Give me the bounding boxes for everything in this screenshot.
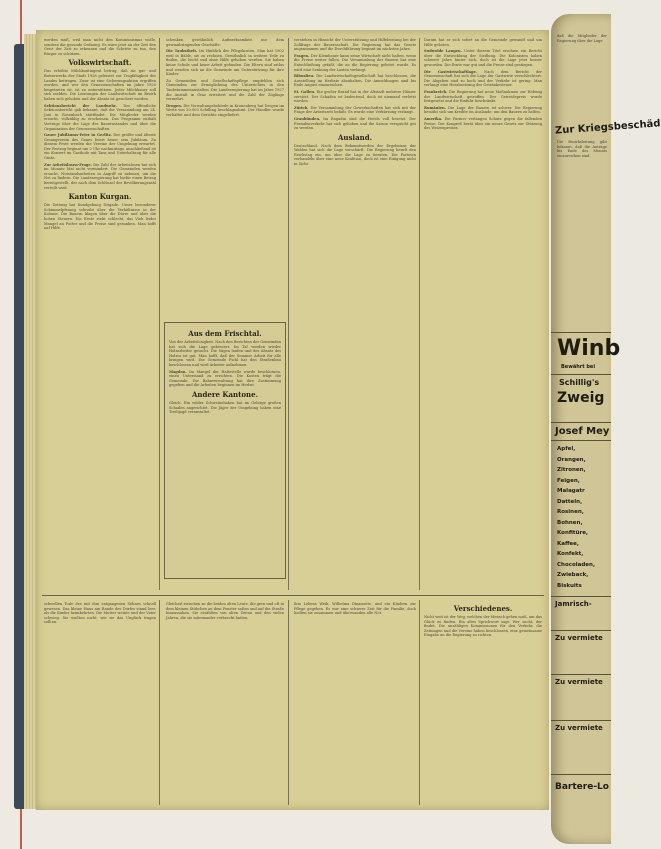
article-subheading: St. Gallen. <box>294 89 316 94</box>
article-text <box>424 90 542 104</box>
article-text: Die Landwirtschaftsgesellschaft hat beschlossen, die Ausstellung im Herbste abzuhalten. Die Anmeldungen sind bis Ende August einzureichen. <box>294 74 416 88</box>
column-rule <box>419 600 420 805</box>
ad-list-item: Rosinen, <box>557 509 584 515</box>
article-subheading: Drogen. <box>166 103 183 108</box>
article-text: verstehen in Hinsicht der Unterstützung und Hilfeleistung bei der Zollfrage der Bauernschaft. Die Regierung hat das Gesetz angenommen und die Durchführung beginnt im nächsten Jahre. <box>294 38 416 52</box>
section-heading: Volkswirtschaft. <box>68 58 132 68</box>
ad-divider <box>551 720 611 721</box>
article-text: Die Bezirksleitung gibt bekannt, daß die Anträge bis Ende des Monats einzureichen sind. <box>557 140 607 158</box>
lower-column-1 <box>44 602 156 802</box>
article-text <box>44 133 156 161</box>
section-heading: Aus dem Frischtal. <box>188 329 262 338</box>
left-newspaper-page <box>36 30 549 810</box>
article-text: ihm Lebens Weib, Wilhelma Dinamotte, und ein Kindern zur Pflege gegeben. Es war eine schwere Zeit für die Familie, doch hielten sie zusammen und überwanden alle Not. <box>294 602 416 616</box>
ad-list-item: Kaffee, <box>557 540 579 547</box>
article-text: Gleich. Ein wilder Schweinehaken hat im Gebirge großen Schaden angerichtet. Die Jäger der Umgebung haben eine Treibjagd veranstaltet. <box>169 400 281 415</box>
ad-list-item: Feigen, <box>557 477 580 484</box>
article-text: schwellen Tode des mit ihm entgangenen Söhnes schnell gewesen. Das kleine Haus am Rande des Dorfes stand leer, als die Kinder heimkehrten. Die Mutter weinte und der Vater schwieg. Sie wußten nicht, wie sie das Unglück tragen sollten. <box>44 602 156 625</box>
article-text: Zu Gemeinden und Gesellschaftspflege empfehlen sich Gemeinden zur Ermöglichung des Unterrichtes in den Taubstummenanstalten. Die Landesregierung hat im Jahre 1927 die Anstalt in Graz erweitert und die Zahl der Zöglinge vermehrt. <box>166 78 284 102</box>
article-text: werden muß, weil man nicht den Kommunismus wolle, sondern die gesunde Ordnung. Es wäre jetzt an der Zeit den Geist der Zeit zu erkennen und die Schritte zu tun, den Bürger zu schützen. <box>44 38 156 56</box>
ad-subtitle: Bewährt bei <box>561 364 596 370</box>
article-text <box>294 74 416 88</box>
ad-merchant-name: Josef Mey <box>555 426 610 437</box>
ad-list-item: Orangen, <box>557 456 586 463</box>
article-text: Die Regierung hat neue Maßnahmen zur Hebung der Landwirtschaft getroffen. Der Getreidepreis wurde festgesetzt und die Einfuhr beschränkt. <box>424 89 542 104</box>
column-rule <box>288 38 289 590</box>
ad-divider <box>551 422 611 423</box>
article-text: Die Farmer verlangen Schutz gegen die fallenden Preise. Der Kongreß berät über ein neues Gesetz zur Stützung des Weizenpreises. <box>424 116 542 131</box>
article-text: Die Verwaltungsbehörde in Kronenberg hat Drogen im Werte von 20.000 Schilling beschlagnahmt. Der Händler wurde verhaftet und dem Gerichte eingeliefert. <box>166 103 284 117</box>
article-text <box>44 104 156 132</box>
ad-heading: Zur Kriegsbeschäd <box>554 118 661 137</box>
article-text <box>424 117 542 131</box>
framed-article-box <box>164 322 286 579</box>
article-text: Der Kleinbauer kann seine Wirtschaft nicht halten, wenn die Preise weiter fallen. Die Versammlung der Bauern hat eine Entschließung gefaßt, die an die Regierung geleitet wurde. Es wird eine Senkung der Lasten verlangt. <box>294 53 416 72</box>
article-text <box>44 163 156 191</box>
ad-divider <box>551 332 611 333</box>
ad-bottom: Bartere-Lo <box>555 782 609 792</box>
article-subheading: Rumänien. <box>424 105 446 110</box>
article-text <box>294 54 416 72</box>
article-text: Der öffentliche Sektionsbericht gab bekannt, daß die Versammlung am 24. Juni in Rosenbach stattfindet. Die Mitglieder werden ersucht, vollzählig zu erscheinen. Das Programm enthält Vorträge über die Lage des Bauernstandes und über die Organisation der Genossenschaften. <box>44 103 156 131</box>
ad-list-item: Konfekt, <box>557 551 584 557</box>
ad-list-item: Malagatr <box>557 488 585 494</box>
section-heading: Kanton Kurgan. <box>68 192 132 202</box>
right-newspaper-page <box>551 14 661 844</box>
article-subheading: Zürich. <box>294 105 309 110</box>
article-text: Von der Arbeitslosigkeit. Nach den Berichten der Gemeinden hat sich die Lage gebessert. Im Tal werden wieder Holzarbeiter gesucht. Die Sägen laufen und der Absatz des Holzes ist gut. Man hofft, daß der Sommer Arbeit für alle bringen wird. Die Gemeinde Pichl hat den Straßenbau beschlossen und wird Arbeiter aufnehmen. <box>169 340 281 367</box>
ad-for-rent: Zu vermiete <box>555 634 603 642</box>
article-subheading: Fragen. <box>294 53 310 58</box>
article-text: Die Zahl der Arbeitslosen hat sich im Monate Mai nicht vermindert. Die Gemeinden werden ersucht, Notstandsarbeiten in Angriff zu nehmen, um die Not zu lindern. Die Landesregierung hat hiefür einen Betrag bereitgestellt, der nach dem Schlüssel der Bevölkerungszahl verteilt wird. <box>44 162 156 190</box>
ad-brand-big: Winb <box>557 336 621 361</box>
article-text: Unter diesem Titel erschien ein Bericht über die Entwicklung der Siedlung. Die Kolonisten haben schwere Jahre hinter sich, doch ist die Lage jetzt besser geworden. Die Ernte war gut und die Preise sind gestiegen. <box>424 49 542 67</box>
column-rule <box>288 600 289 805</box>
article-text: Im Engadin sind die Hotels voll besetzt. Der Fremdenverkehr hat sich gehoben und die Saison verspricht gut zu werden. <box>294 116 416 131</box>
ad-divider <box>551 774 611 775</box>
ad-divider <box>551 630 611 631</box>
lower-column-2 <box>166 602 284 802</box>
article-subheading: Gauer Jubiläums-Feier in Gerlitz. <box>44 133 112 138</box>
article-text: Die Zeitung hat Kundgebung Drigade. Unser besonderer Schimmelpfennig schreibt über die Verhältnisse in der Kolonie. Die Bauern klagen über die Dürre und über die hohen Steuern. Die Ernte steht schlecht, das Vieh leidet Mangel an Futter und die Preise sind gesunken. Man hofft auf Hilfe. <box>44 203 156 231</box>
article-text: Darum hat er sich sofort an die Gemeinde gewandt und um Hilfe gebeten. <box>424 38 542 47</box>
column-4 <box>424 38 542 590</box>
article-text: Im Mangel der Haltestelle wurde beschlossen, einen Unterstand zu errichten. Die Kosten trägt die Gemeinde. Die Bahnverwaltung hat ihre Zustimmung gegeben und die Arbeiten beginnen im Herbst. <box>169 369 281 388</box>
ad-divider <box>551 674 611 675</box>
article-text: Deutschland. Nach dem Bekanntwerden der Ergebnisse der Wahlen hat sich die Lage verschärft. Die Regierung beruft den Reichstag ein, um über die Lage zu beraten. Die Parteien verhandeln über eine neue Koalition, doch ist eine Einigung nicht in Sicht. <box>294 143 416 167</box>
article-subheading: Die Gastwirtschaftlage. <box>424 69 478 74</box>
column-rule <box>159 38 160 590</box>
ad-brand-2: Zweig <box>557 390 605 406</box>
article-subheading: Sudwolde Langen. <box>424 49 462 54</box>
ad-list-item: Biskuits <box>557 582 582 589</box>
ad-jam: Jamrisch- <box>555 600 592 608</box>
ad-for-rent: Zu vermiete <box>555 724 603 732</box>
article-text <box>166 49 284 77</box>
article-text: Gleicheit zwischen zu die beiden alten Leute, die gern und oft in dem kleinen Stübchen an dem Fenster saßen und auf die Straße hinaussahen. Sie erzählten von alten Zeiten und den vielen Jahren, die sie miteinander verbracht hatten. <box>166 602 284 620</box>
column-2 <box>166 38 284 318</box>
article-text <box>424 106 542 115</box>
article-subheading: Sektionsbericht der Landwehr. <box>44 103 117 108</box>
horizontal-rule <box>42 595 544 596</box>
article-subheading: Magdon. <box>169 369 187 374</box>
ad-product-list <box>557 444 609 591</box>
ad-divider <box>551 596 611 597</box>
lower-column-3 <box>294 602 416 802</box>
article-text: Die Lage der Bauern ist schwer. Die Regierung bemüht sich um Kredite im Auslande, um den Bauern zu helfen. <box>424 105 542 115</box>
column-rule <box>159 600 160 805</box>
article-text <box>166 104 284 118</box>
article-subheading: Ribuslieu. <box>294 74 315 79</box>
column-1 <box>44 38 156 590</box>
article-subheading: Frankreich. <box>424 89 448 94</box>
article-subheading: Graubünden. <box>294 116 321 121</box>
article-text: Der größte und älteste Gesangverein des Gaues feiert heuer sein Jubiläum. Zu diesem Feste werden die Vereine der Umgebung erwartet. Der Festzug beginnt um 2 Uhr nachmittags, anschließend ist ein Konzert im Gasthofe mit Tanz und Unterhaltung für alle Gäste. <box>44 133 156 161</box>
article-text: daß die Mitglieder der Regierung über die Lage <box>557 34 607 43</box>
article-text <box>169 370 281 388</box>
article-text: Ein großer Brand hat in der Altstadt mehrere Häuser zerstört. Der Schaden ist bedeutend, doch ist niemand verletzt worden. <box>294 89 416 104</box>
ad-list-item: Konfitüre, <box>557 530 589 536</box>
ad-list-item: Chocoladen, <box>557 561 596 568</box>
article-subheading: Die Taubstheit. <box>166 49 198 54</box>
lower-column-4 <box>424 602 542 802</box>
article-text <box>294 90 416 104</box>
ad-list-item: Zitronen, <box>557 467 586 473</box>
article-text <box>424 70 542 88</box>
column-rule <box>419 38 420 590</box>
article-text: Das erhöhte Milchkontingent betrug, daß sie gut- und Butterwerks der Stadt 1928 geleistet zur Tragfähigkeit des Landes beitragen. Zwar ist eine Sicherungsaktion ergriffen worden, und wer den Genossenschaften im Jahre 1925 beigetreten ist, ist zu unterstützen. Jeder Milchbauer soll sich melden. Die Leistungen der Landwirtschaft im Bezirk haben sich gehoben und der Absatz ist gesichert worden. <box>44 69 156 101</box>
article-text <box>294 106 416 115</box>
framed-article <box>169 327 281 575</box>
article-text <box>294 117 416 131</box>
right-page-text <box>557 140 607 330</box>
ad-list-item: Zwieback, <box>557 572 589 578</box>
ad-list-item: Bohnen, <box>557 519 583 526</box>
section-heading: Andere Kantone. <box>191 389 259 399</box>
right-page-text <box>557 34 607 114</box>
article-text: Nicht weit ist der Weg, welchen der Mensch gehen muß, um das Glück zu finden. Ein altes Sprichwort sagt: Wer sucht, der findet. Die unzähligen Kommissionen für den Verkehr, die Zeitungen und die Vereine haben beschlossen, eine gemeinsame Eingabe an die Regierung zu richten. <box>424 615 542 638</box>
article-text: schenken gewöhnlich Aufmerksamkeit nur dem gewinnbringenden Geschäfte. <box>166 38 284 47</box>
ad-list-item: Datteln, <box>557 498 583 505</box>
article-text: Im Hinblick der Pflegekosten, Man hat 1902 weil in Bälde, sie zu rechnen. Gewöhnlich in weitere Teile zu finden, die leicht und ohne Hilfe gehoben werden. Sie haben keine Schule und keine Arbeit gefunden. Die Eltern sind ratlos und wenden sich an die Gemeinde um Unterstützung für ihre Kinder. <box>166 49 284 77</box>
section-heading: Ausland. <box>337 132 373 142</box>
article-subheading: Amerika. <box>424 116 443 121</box>
ad-divider <box>551 440 611 441</box>
ad-divider <box>551 374 611 375</box>
ad-list-item: Apfel, <box>557 446 576 452</box>
ad-brand-1: Schillig's <box>559 378 600 387</box>
ad-for-rent: Zu vermiete <box>555 678 603 686</box>
article-subheading: Zur Arbeitslosen-Frage. <box>44 162 92 167</box>
article-text <box>424 49 542 67</box>
article-text: Nach dem Bericht der Genossenschaft hat sich die Lage der Gastwirte verschlechtert. Die Abgaben sind zu hoch und der Verkehr ist gering. Man verlangt eine Herabsetzung der Getränkesteuer. <box>424 69 542 88</box>
article-text: Die Versammlung der Gewerkschaften hat sich mit der Frage der Arbeitszeit befaßt. Es wurde eine Verkürzung verlangt. <box>294 105 416 115</box>
section-heading: Verschiedenes. <box>453 604 513 613</box>
column-3 <box>294 38 416 590</box>
